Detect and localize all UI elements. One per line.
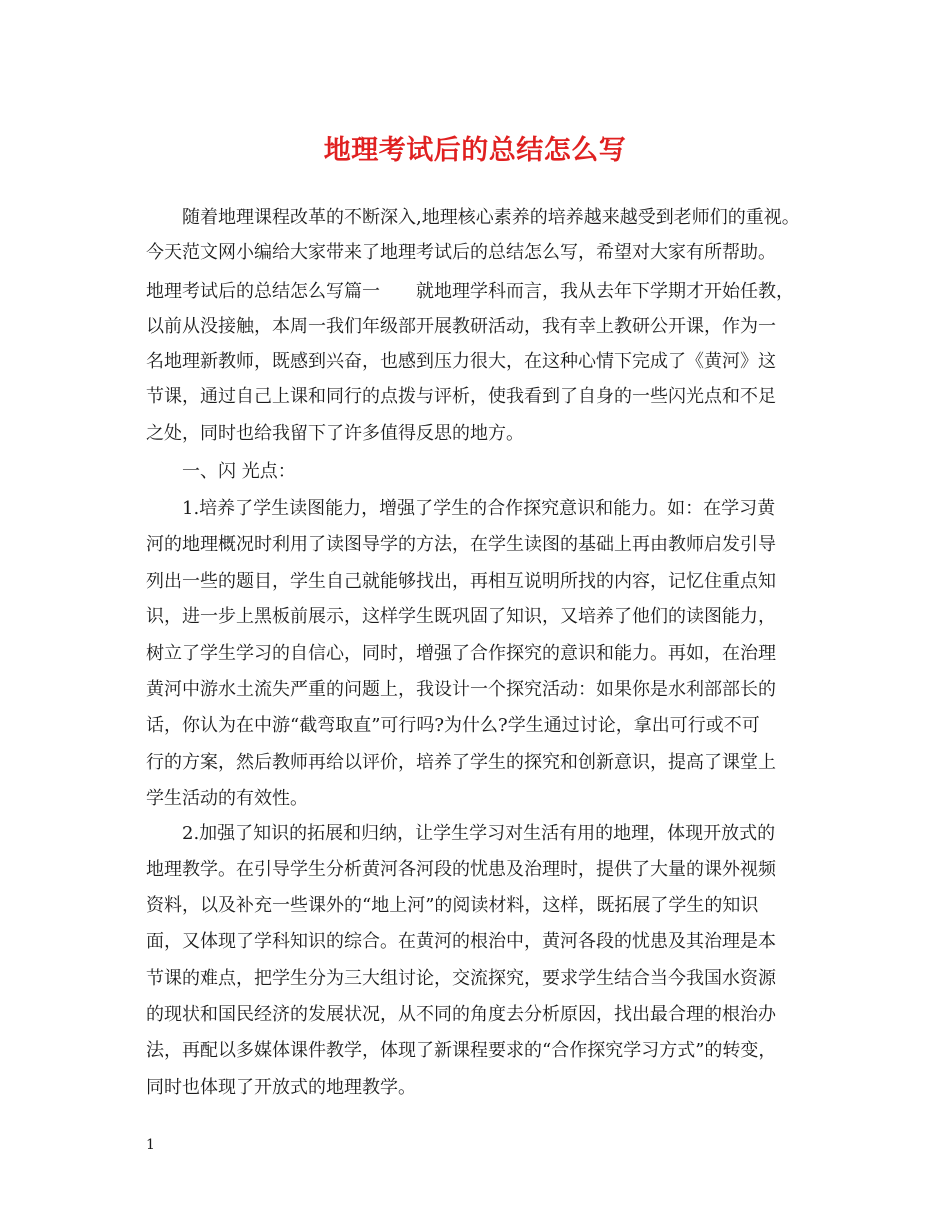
body-line-9: 1.培养了学生读图能力，增强了学生的合作探究意识和能力。如：在学习黄 [146,498,776,519]
page-title: 地理考试后的总结怎么写 [323,135,627,166]
body-line-11: 列出一些的题目，学生自己就能够找出，再相互说明所找的内容，记忆住重点知 [146,571,776,592]
body-line-24: 法，再配以多媒体课件教学，体现了新课程要求的“合作探究学习方式”的转变， [146,1040,777,1061]
body-line-5: 名地理新教师，既感到兴奋，也感到压力很大，在这种心情下完成了《黄河》这 [146,351,776,372]
body-line-19: 地理教学。在引导学生分析黄河各河段的忧患及治理时，提供了大量的课外视频 [146,859,776,880]
body-line-17: 学生活动的有效性。 [146,788,308,809]
body-line-23: 的现状和国民经济的发展状况，从不同的角度去分析原因，找出最合理的根治办 [146,1004,776,1025]
body-line-13: 树立了学生学习的自信心，同时，增强了合作探究的意识和能力。再如，在治理 [146,643,776,664]
body-line-14: 黄河中游水土流失严重的问题上，我设计一个探究活动：如果你是水利部部长的 [146,679,776,700]
page-number: 1 [146,1137,155,1153]
body-line-15: 话，你认为在中游“截弯取直”可行吗?为什么?学生通过讨论，拿出可行或不可 [146,715,760,736]
body-line-2: 今天范文网小编给大家带来了地理考试后的总结怎么写，希望对大家有所帮助。 [146,242,776,263]
body-line-22: 节课的难点，把学生分为三大组讨论，交流探究，要求学生结合当今我国水资源 [146,968,776,989]
body-line-7: 之处，同时也给我留下了许多值得反思的地方。 [146,423,524,444]
body-line-6: 节课，通过自己上课和同行的点拨与评析，使我看到了自身的一些闪光点和不足 [146,386,776,407]
body-line-18: 2.加强了知识的拓展和归纳，让学生学习对生活有用的地理，体现开放式的 [146,823,776,844]
body-line-25: 同时也体现了开放式的地理教学。 [146,1077,416,1098]
body-line-16: 行的方案，然后教师再给以评价，培养了学生的探究和创新意识，提高了课堂上 [146,752,776,773]
body-line-20: 资料，以及补充一些课外的“地上河”的阅读材料，这样，既拓展了学生的知识 [146,895,759,916]
body-line-1: 随着地理课程改革的不断深入,地理核心素养的培养越来越受到老师们的重视。 [146,207,800,228]
body-line-12: 识，进一步上黑板前展示，这样学生既巩固了知识，又培养了他们的读图能力， [146,606,776,627]
section-heading-highlights: 一、闪 光点： [146,461,296,482]
body-line-3: 地理考试后的总结怎么写篇一 就地理学科而言，我从去年下学期才开始任教， [146,281,794,302]
body-line-21: 面，又体现了学科知识的综合。在黄河的根治中，黄河各段的忧患及其治理是本 [146,931,776,952]
body-line-4: 以前从没接触，本周一我们年级部开展教研活动，我有幸上教研公开课，作为一 [146,316,776,337]
body-line-10: 河的地理概况时利用了读图导学的方法，在学生读图的基础上再由教师启发引导 [146,534,776,555]
